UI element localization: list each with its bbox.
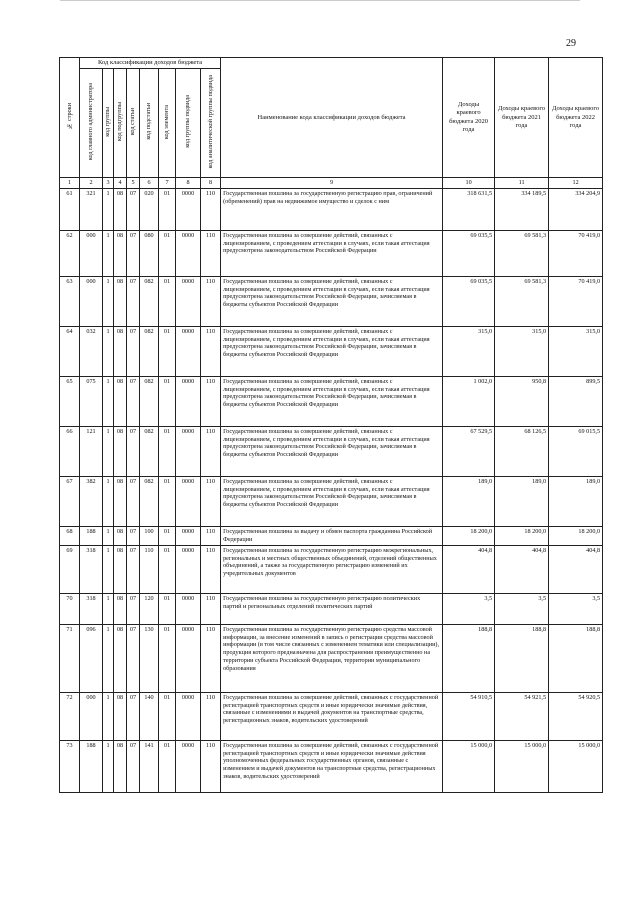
- amount-2021: 950,8: [495, 376, 549, 426]
- amount-2022: 189,0: [549, 476, 603, 526]
- amount-2022: 70 419,0: [549, 276, 603, 326]
- code-article: 07: [127, 593, 140, 624]
- code-analytic-group: 110: [201, 230, 221, 276]
- header-name: Наименование кода классификации доходов бюджета: [221, 58, 443, 178]
- code-group: 1: [103, 593, 114, 624]
- code-subarticle: 130: [140, 624, 159, 692]
- amount-2020: 15 000,0: [443, 740, 495, 792]
- code-admin: 000: [80, 276, 103, 326]
- code-group: 1: [103, 624, 114, 692]
- code-subarticle: 140: [140, 692, 159, 740]
- column-number: 7: [159, 178, 176, 189]
- code-subarticle: 120: [140, 593, 159, 624]
- header-code-element: код элемента: [159, 69, 176, 178]
- column-number: 6: [140, 178, 159, 189]
- amount-2021: 404,8: [495, 545, 549, 593]
- code-article: 07: [127, 526, 140, 545]
- code-analytic-group: 110: [201, 526, 221, 545]
- row-number: 73: [60, 740, 80, 792]
- code-group: 1: [103, 230, 114, 276]
- header-code-analytic-group: код аналитической группы подвида: [201, 69, 221, 178]
- code-subgroup: 08: [114, 276, 127, 326]
- scan-edge-line: [60, 0, 580, 4]
- code-element: 01: [159, 276, 176, 326]
- code-admin: 000: [80, 692, 103, 740]
- code-group: 1: [103, 326, 114, 376]
- table-row: [60, 426, 603, 476]
- code-article: 07: [127, 624, 140, 692]
- table-row: [60, 376, 603, 426]
- code-subgroup: 08: [114, 188, 127, 230]
- code-analytic-group: 110: [201, 426, 221, 476]
- column-number: 4: [114, 178, 127, 189]
- code-subtype-group: 0000: [176, 740, 201, 792]
- amount-2020: 67 529,5: [443, 426, 495, 476]
- code-subtype-group: 0000: [176, 526, 201, 545]
- code-analytic-group: 110: [201, 376, 221, 426]
- code-admin: 032: [80, 326, 103, 376]
- row-number: 65: [60, 376, 80, 426]
- code-group: 1: [103, 692, 114, 740]
- table-row: [60, 593, 603, 624]
- amount-2020: 3,5: [443, 593, 495, 624]
- code-subarticle: 110: [140, 545, 159, 593]
- code-analytic-group: 110: [201, 476, 221, 526]
- code-element: 01: [159, 526, 176, 545]
- amount-2021: 15 000,0: [495, 740, 549, 792]
- code-element: 01: [159, 740, 176, 792]
- amount-2022: 15 000,0: [549, 740, 603, 792]
- code-subgroup: 08: [114, 740, 127, 792]
- table-row: [60, 276, 603, 326]
- revenue-name: Государственная пошлина за совершение действий, связанных с лицензированием, с проведением аттестации в случаях, если такая аттестация предусмотрена законодательством Российской Федерации, зачисляемая в бюджеты субъектов Российской Федерации: [221, 476, 443, 526]
- code-admin: 318: [80, 545, 103, 593]
- code-article: 07: [127, 692, 140, 740]
- header-code-subtype-group: код группы подвида: [176, 69, 201, 178]
- amount-2022: 54 920,5: [549, 692, 603, 740]
- code-subgroup: 08: [114, 624, 127, 692]
- row-number: 63: [60, 276, 80, 326]
- code-element: 01: [159, 188, 176, 230]
- header-code-subgroup: код подгруппы: [114, 69, 127, 178]
- code-article: 07: [127, 276, 140, 326]
- code-article: 07: [127, 426, 140, 476]
- amount-2021: 189,0: [495, 476, 549, 526]
- code-admin: 321: [80, 188, 103, 230]
- header-2021: Доходы краевого бюджета 2021 года: [495, 58, 549, 178]
- amount-2022: 188,8: [549, 624, 603, 692]
- code-subtype-group: 0000: [176, 624, 201, 692]
- table-row: [60, 230, 603, 276]
- revenue-name: Государственная пошлина за совершение действий, связанных с лицензированием, с проведением аттестации в случаях, если такая аттестация предусмотрена законодательством Российской Федерации: [221, 230, 443, 276]
- header-code-subarticle: код подстатьи: [140, 69, 159, 178]
- amount-2020: 1 002,0: [443, 376, 495, 426]
- column-number: 10: [443, 178, 495, 189]
- code-article: 07: [127, 326, 140, 376]
- code-element: 01: [159, 476, 176, 526]
- code-admin: 188: [80, 740, 103, 792]
- header-code-group: Код классификации доходов бюджета: [80, 58, 221, 69]
- code-admin: 318: [80, 593, 103, 624]
- column-number: 5: [127, 178, 140, 189]
- code-subtype-group: 0000: [176, 276, 201, 326]
- table-body: [60, 188, 603, 792]
- code-subarticle: 082: [140, 376, 159, 426]
- header-code-article: код статьи: [127, 69, 140, 178]
- code-analytic-group: 110: [201, 740, 221, 792]
- code-group: 1: [103, 276, 114, 326]
- revenue-name: Государственная пошлина за совершение действий, связанных с лицензированием, с проведением аттестации в случаях, если такая аттестация предусмотрена законодательством Российской Федерации, зачисляемая в бюджеты субъектов Российской Федерации: [221, 326, 443, 376]
- code-subgroup: 08: [114, 545, 127, 593]
- code-analytic-group: 110: [201, 692, 221, 740]
- code-subarticle: 082: [140, 276, 159, 326]
- code-subtype-group: 0000: [176, 426, 201, 476]
- column-number: 11: [495, 178, 549, 189]
- revenue-name: Государственная пошлина за выдачу и обмен паспорта гражданина Российской Федерации: [221, 526, 443, 545]
- code-admin: 382: [80, 476, 103, 526]
- code-subarticle: 080: [140, 230, 159, 276]
- amount-2020: 315,0: [443, 326, 495, 376]
- amount-2020: 69 035,5: [443, 276, 495, 326]
- column-number: 1: [60, 178, 80, 189]
- code-element: 01: [159, 593, 176, 624]
- code-group: 1: [103, 426, 114, 476]
- amount-2022: 404,8: [549, 545, 603, 593]
- code-analytic-group: 110: [201, 276, 221, 326]
- code-group: 1: [103, 526, 114, 545]
- code-subgroup: 08: [114, 326, 127, 376]
- code-article: 07: [127, 740, 140, 792]
- amount-2020: 188,8: [443, 624, 495, 692]
- code-element: 01: [159, 230, 176, 276]
- code-article: 07: [127, 230, 140, 276]
- amount-2021: 54 921,5: [495, 692, 549, 740]
- revenue-name: Государственная пошлина за государственную регистрацию средства массовой информации, за внесение изменений в запись о регистрации средства массовой информации (в том числе связанных с изменением тематики или специализации), продукция которого предназначена для распространения преимущественно на территории субъекта Российской Федерации, территории муниципального образования: [221, 624, 443, 692]
- code-subtype-group: 0000: [176, 692, 201, 740]
- revenue-name: Государственная пошлина за совершение действий, связанных с лицензированием, с проведением аттестации в случаях, если такая аттестация предусмотрена законодательством Российской Федерации, зачисляемая в бюджеты субъектов Российской Федерации: [221, 276, 443, 326]
- revenue-name: Государственная пошлина за государственную регистрацию межрегиональных, региональных и местных общественных объединений, отделений общественных объединений, а также за государственную регистрацию изменений их учредительных документов: [221, 545, 443, 593]
- amount-2020: 404,8: [443, 545, 495, 593]
- revenue-name: Государственная пошлина за государственную регистрацию прав, ограничений (обременений) прав на недвижимое имущество и сделок с ним: [221, 188, 443, 230]
- code-element: 01: [159, 376, 176, 426]
- code-subtype-group: 0000: [176, 230, 201, 276]
- table-row: [60, 476, 603, 526]
- code-subtype-group: 0000: [176, 476, 201, 526]
- code-admin: 096: [80, 624, 103, 692]
- table-row: [60, 624, 603, 692]
- row-number: 68: [60, 526, 80, 545]
- code-subtype-group: 0000: [176, 376, 201, 426]
- column-number: 12: [549, 178, 603, 189]
- code-admin: 075: [80, 376, 103, 426]
- code-subgroup: 08: [114, 692, 127, 740]
- code-article: 07: [127, 376, 140, 426]
- amount-2020: 54 910,5: [443, 692, 495, 740]
- code-admin: 188: [80, 526, 103, 545]
- revenue-name: Государственная пошлина за совершение действий, связанных с лицензированием, с проведением аттестации в случаях, если такая аттестация предусмотрена законодательством Российской Федерации, зачисляемая в бюджеты субъектов Российской Федерации: [221, 426, 443, 476]
- code-element: 01: [159, 624, 176, 692]
- code-subtype-group: 0000: [176, 188, 201, 230]
- row-number: 64: [60, 326, 80, 376]
- code-analytic-group: 110: [201, 545, 221, 593]
- column-number: 3: [103, 178, 114, 189]
- row-number: 69: [60, 545, 80, 593]
- amount-2022: 18 200,0: [549, 526, 603, 545]
- header-code-admin: код главного администратора: [80, 69, 103, 178]
- code-subarticle: 082: [140, 426, 159, 476]
- header-group-row: [60, 58, 603, 69]
- code-subgroup: 08: [114, 593, 127, 624]
- code-subtype-group: 0000: [176, 326, 201, 376]
- code-subtype-group: 0000: [176, 593, 201, 624]
- row-number: 72: [60, 692, 80, 740]
- amount-2021: 315,0: [495, 326, 549, 376]
- code-group: 1: [103, 188, 114, 230]
- code-article: 07: [127, 545, 140, 593]
- table-row: [60, 188, 603, 230]
- code-analytic-group: 110: [201, 624, 221, 692]
- amount-2021: 69 581,3: [495, 230, 549, 276]
- revenue-name: Государственная пошлина за совершение действий, связанных с государственной регистрацией транспортных средств и иные юридически значимые действия, связанные с изменениями и выдачей документов на транспортные средства, регистрационных знаков, водительских удостоверений: [221, 692, 443, 740]
- budget-revenue-table: [59, 57, 603, 793]
- column-number: 8: [201, 178, 221, 189]
- row-number: 67: [60, 476, 80, 526]
- table-row: [60, 326, 603, 376]
- code-element: 01: [159, 426, 176, 476]
- code-subarticle: 082: [140, 476, 159, 526]
- amount-2021: 69 581,3: [495, 276, 549, 326]
- code-group: 1: [103, 376, 114, 426]
- code-subarticle: 141: [140, 740, 159, 792]
- amount-2020: 189,0: [443, 476, 495, 526]
- amount-2022: 315,0: [549, 326, 603, 376]
- amount-2022: 69 015,5: [549, 426, 603, 476]
- header-row-number: № строки: [60, 58, 80, 178]
- row-number: 70: [60, 593, 80, 624]
- table-row: [60, 740, 603, 792]
- code-group: 1: [103, 740, 114, 792]
- revenue-name: Государственная пошлина за совершение действий, связанных с государственной регистрацией транспортных средств и иные юридически значимые действия уполномоченных федеральных государственных органов, связанные с изменением и выдачей документов на транспортные средства, регистрационных знаков, водительских удостоверений: [221, 740, 443, 792]
- code-group: 1: [103, 545, 114, 593]
- amount-2021: 334 189,5: [495, 188, 549, 230]
- row-number: 62: [60, 230, 80, 276]
- header-2022: Доходы краевого бюджета 2022 года: [549, 58, 603, 178]
- amount-2022: 3,5: [549, 593, 603, 624]
- code-analytic-group: 110: [201, 593, 221, 624]
- code-subarticle: 020: [140, 188, 159, 230]
- header-code-group-col: код группы: [103, 69, 114, 178]
- amount-2020: 18 200,0: [443, 526, 495, 545]
- row-number: 61: [60, 188, 80, 230]
- amount-2020: 318 631,5: [443, 188, 495, 230]
- code-article: 07: [127, 188, 140, 230]
- column-number-row: [60, 178, 603, 189]
- column-number: 2: [80, 178, 103, 189]
- amount-2021: 68 126,5: [495, 426, 549, 476]
- column-number: 8: [176, 178, 201, 189]
- code-subarticle: 100: [140, 526, 159, 545]
- code-subgroup: 08: [114, 426, 127, 476]
- code-admin: 121: [80, 426, 103, 476]
- table-row: [60, 545, 603, 593]
- amount-2021: 188,8: [495, 624, 549, 692]
- code-subgroup: 08: [114, 476, 127, 526]
- code-subgroup: 08: [114, 526, 127, 545]
- amount-2022: 334 204,9: [549, 188, 603, 230]
- code-subgroup: 08: [114, 230, 127, 276]
- amount-2021: 3,5: [495, 593, 549, 624]
- page-number: 29: [566, 38, 576, 49]
- code-analytic-group: 110: [201, 326, 221, 376]
- amount-2022: 70 419,0: [549, 230, 603, 276]
- amount-2022: 899,5: [549, 376, 603, 426]
- revenue-name: Государственная пошлина за государственную регистрацию политических партий и региональных отделений политических партий: [221, 593, 443, 624]
- table-row: [60, 526, 603, 545]
- code-admin: 000: [80, 230, 103, 276]
- revenue-name: Государственная пошлина за совершение действий, связанных с лицензированием, с проведением аттестации в случаях, если такая аттестация предусмотрена законодательством Российской Федерации, зачисляемая в бюджеты субъектов Российской Федерации: [221, 376, 443, 426]
- table-row: [60, 692, 603, 740]
- code-subtype-group: 0000: [176, 545, 201, 593]
- header-2020: Доходы краевого бюджета 2020 года: [443, 58, 495, 178]
- code-analytic-group: 110: [201, 188, 221, 230]
- amount-2020: 69 035,5: [443, 230, 495, 276]
- code-subgroup: 08: [114, 376, 127, 426]
- code-group: 1: [103, 476, 114, 526]
- code-element: 01: [159, 326, 176, 376]
- code-article: 07: [127, 476, 140, 526]
- column-number: 9: [221, 178, 443, 189]
- code-element: 01: [159, 692, 176, 740]
- code-element: 01: [159, 545, 176, 593]
- code-subarticle: 082: [140, 326, 159, 376]
- amount-2021: 18 200,0: [495, 526, 549, 545]
- row-number: 71: [60, 624, 80, 692]
- row-number: 66: [60, 426, 80, 476]
